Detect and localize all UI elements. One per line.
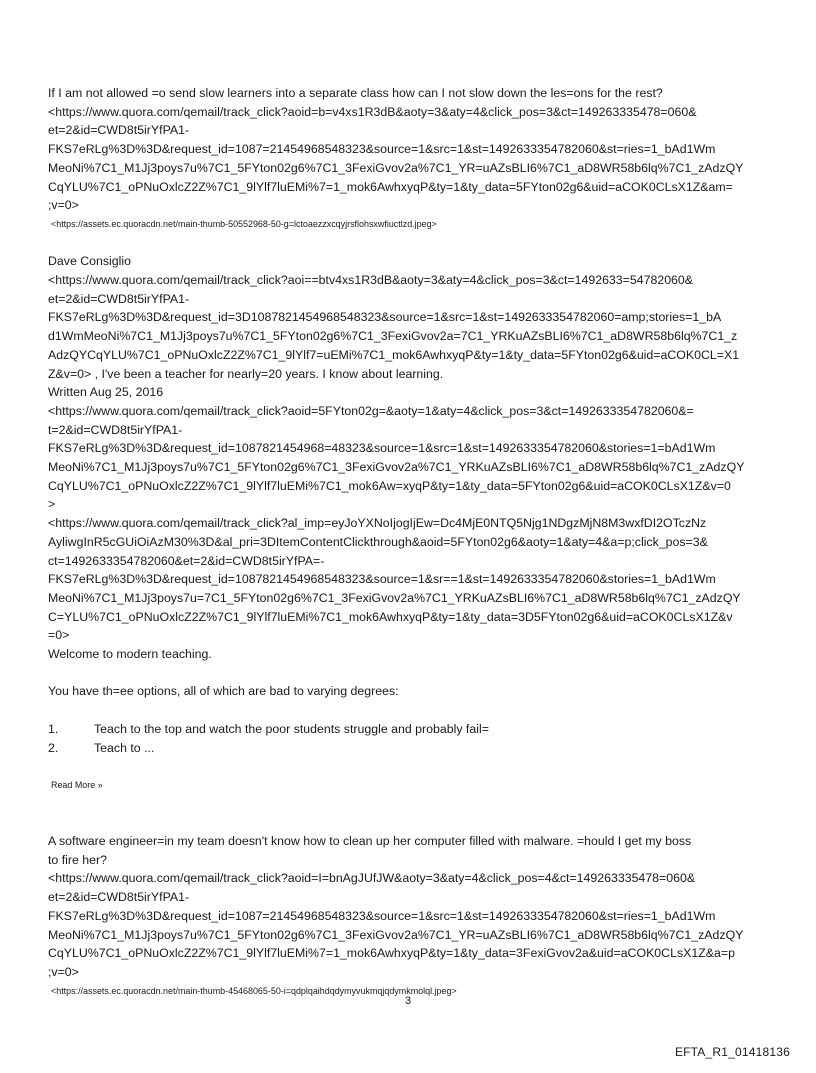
content-link[interactable]: AyliwgInR5cGUiOiAzM30%3D&al_pri=3DItemContentClickthrough&aoid=5FYton02g6&aoty=1&aty=4&a=p;click_pos=3& [48,534,708,549]
author-link[interactable]: d1WmMeoNi%7C1_M1Jj3poys7u%7C1_5FYton02g6%7C1_3FexiGvov2a=7C1_YRKuAZsBLI6%7C1_aD8WR58b6lq%7C1_z [48,329,738,344]
thumbnail-link[interactable]: <https://assets.ec.quoracdn.net/main-thumb-50552968-50-g=lctoaezzxcqyjrsflohsxwfiuctlzd.jpeg> [51,218,437,229]
list-number: 1. [48,721,59,736]
tracking-link[interactable]: ;v=0> [48,964,79,979]
tracking-link[interactable]: MeoNi%7C1_M1Jj3poys7u%7C1_5FYton02g6%7C1_3FexiGvov2a%7C1_YR=uAZsBLI6%7C1_aD8WR58b6lq%7C1_zAdzQY [48,160,744,175]
tracking-link[interactable]: FKS7eRLg%3D%3D&request_id=1087=21454968548323&source=1&src=1&st=1492633354782060&st=ries=1_bAd1Wm [48,908,716,923]
answer-link[interactable]: MeoNi%7C1_M1Jj3poys7u%7C1_5FYton02g6%7C1_3FexiGvov2a%7C1_YRKuAZsBLI6%7C1_aD8WR58b6lq%7C1_zAdzQY [48,460,745,475]
read-more-link[interactable]: Read More » [51,779,103,790]
content-link[interactable]: FKS7eRLg%3D%3D&request_id=1087821454968548323&source=1&sr==1&st=1492633354782060&stories=1_bAd1Wm [48,572,716,587]
author-link[interactable]: FKS7eRLg%3D%3D&request_id=3D1087821454968548323&source=1&src=1&st=1492633354782060=amp;stories=1_bA [48,310,722,325]
spacer [48,757,772,776]
tracking-link[interactable]: CqYLU%7C1_oPNuOxlcZ2Z%7C1_9lYlf7luEMi%7=1_mok6AwhxyqP&ty=1&ty_data=5FYton02g6&uid=aCOK0CLsX1Z&am= [48,179,733,194]
tracking-link[interactable]: CqYLU%7C1_oPNuOxlcZ2Z%7C1_9lYlf7luEMi%7=1_mok6AwhxyqP&ty=1&ty_data=3FexiGvov2a&uid=aCOK0CLsX1Z&a=p [48,946,735,961]
answer-text: You have th=ee options, all of which are bad to varying degrees: [48,684,399,699]
question-title[interactable]: If I am not allowed =o send slow learners into a separate class how can I not slow down the les=ons for the rest? [48,86,663,100]
question-2 [48,832,772,1000]
list-number: 2. [48,740,59,755]
email-body [48,84,772,1000]
tracking-link[interactable]: MeoNi%7C1_M1Jj3poys7u%7C1_5FYton02g6%7C1_3FexiGvov2a%7C1_YR=uAZsBLI6%7C1_aD8WR58b6lq%7C1_zAdzQY [48,927,744,942]
list-item [48,720,772,739]
document-id: EFTA_R1_01418136 [674,1045,790,1059]
question-title[interactable]: A software engineer=in my team doesn't know how to clean up her computer filled with malware. =hould I get my boss [48,834,692,849]
answer-link[interactable]: > [48,497,56,512]
list-text: Teach to the top and watch the poor students struggle and probably fail= [94,721,489,736]
answer-opening: Welcome to modern teaching. [48,647,212,662]
answer-author[interactable]: Dave Consiglio [48,254,132,269]
answer-link[interactable]: <https://www.quora.com/qemail/track_click?aoid=5FYton02g=&aoty=1&aty=4&click_pos=3&ct=1492633354782060&= [48,403,694,418]
answer-link[interactable]: t=2&id=CWD8t5irYfPA1- [48,422,183,437]
tracking-link[interactable]: <https://www.quora.com/qemail/track_click?aoid=I=bnAgJUfJW&aoty=3&aty=4&click_pos=4&ct=149263335478=060& [48,871,696,886]
spacer [48,234,772,253]
content-link[interactable]: =0> [48,628,70,643]
author-link[interactable]: <https://www.quora.com/qemail/track_click?aoi==btv4xs1R3dB&aoty=3&aty=4&click_pos=3&ct=1492633=54782060& [48,273,694,288]
written-date: Written Aug 25, 2016 [48,385,164,400]
content-link[interactable]: <https://www.quora.com/qemail/track_click?al_imp=eyJoYXNoIjogIjEw=Dc4MjE0NTQ5Njg1NDgzMjN8M3wxfDI2OTczNz [48,516,707,531]
page-number: 3 [404,995,412,1007]
content-link[interactable]: C=YLU%7C1_oPNuOxlcZ2Z%7C1_9lYlf7luEMi%7C1_mok6AwhxyqP&ty=1&ty_data=3D5FYton02g6&uid=aCOK0CLsX1Z&v [48,609,733,624]
content-link[interactable]: ct=1492633354782060&et=2&id=CWD8t5irYfPA=- [48,553,325,568]
question-1 [48,84,772,234]
tracking-link[interactable]: et=2&id=CWD8t5irYfPA1- [48,890,190,905]
answer-1 [48,252,772,794]
question-title[interactable]: to fire her? [48,852,108,867]
list-item [48,739,772,758]
author-link[interactable]: et=2&id=CWD8t5irYfPA1- [48,291,190,306]
tracking-link[interactable]: <https://www.quora.com/qemail/track_click?aoid=b=v4xs1R3dB&aoty=3&aty=4&click_pos=3&ct=149263335478=060& [48,104,697,119]
spacer [48,664,772,683]
tracking-link[interactable]: FKS7eRLg%3D%3D&request_id=1087=21454968548323&source=1&src=1&st=1492633354782060&st=ries=1_bAd1Wm [48,142,716,157]
list-text: Teach to ... [94,740,155,755]
author-credential: Z&v=0> , I've been a teacher for nearly=20 years. I know about learning. [48,366,444,381]
content-link[interactable]: MeoNi%7C1_M1Jj3poys7u=7C1_5FYton02g6%7C1_3FexiGvov2a%7C1_YRKuAZsBLI6%7C1_aD8WR58b6lq%7C1_zAdzQY [48,590,741,605]
spacer [48,795,772,832]
tracking-link[interactable]: et=2&id=CWD8t5irYfPA1- [48,123,190,138]
author-link[interactable]: AdzQYCqYLU%7C1_oPNuOxlcZ2Z%7C1_9lYlf7=uEMi%7C1_mok6AwhxyqP&ty=1&ty_data=5FYton02g6&uid=aCOK0CL=X1 [48,347,740,362]
answer-link[interactable]: FKS7eRLg%3D%3D&request_id=1087821454968=48323&source=1&src=1&st=1492633354782060&stories=1=bAd1Wm [48,441,716,456]
tracking-link[interactable]: ;v=0> [48,198,79,213]
answer-link[interactable]: CqYLU%7C1_oPNuOxlcZ2Z%7C1_9lYlf7luEMi%7C1_mok6Aw=xyqP&ty=1&ty_data=5FYton02g6&uid=aCOK0CLsX1Z&v=0 [48,478,731,493]
spacer [48,701,772,720]
thumbnail-link[interactable]: <https://assets.ec.quoracdn.net/main-thumb-45468065-50-i=qdplqaihdqdymyvukmqjqdymkmolql.jpeg> [51,985,457,996]
